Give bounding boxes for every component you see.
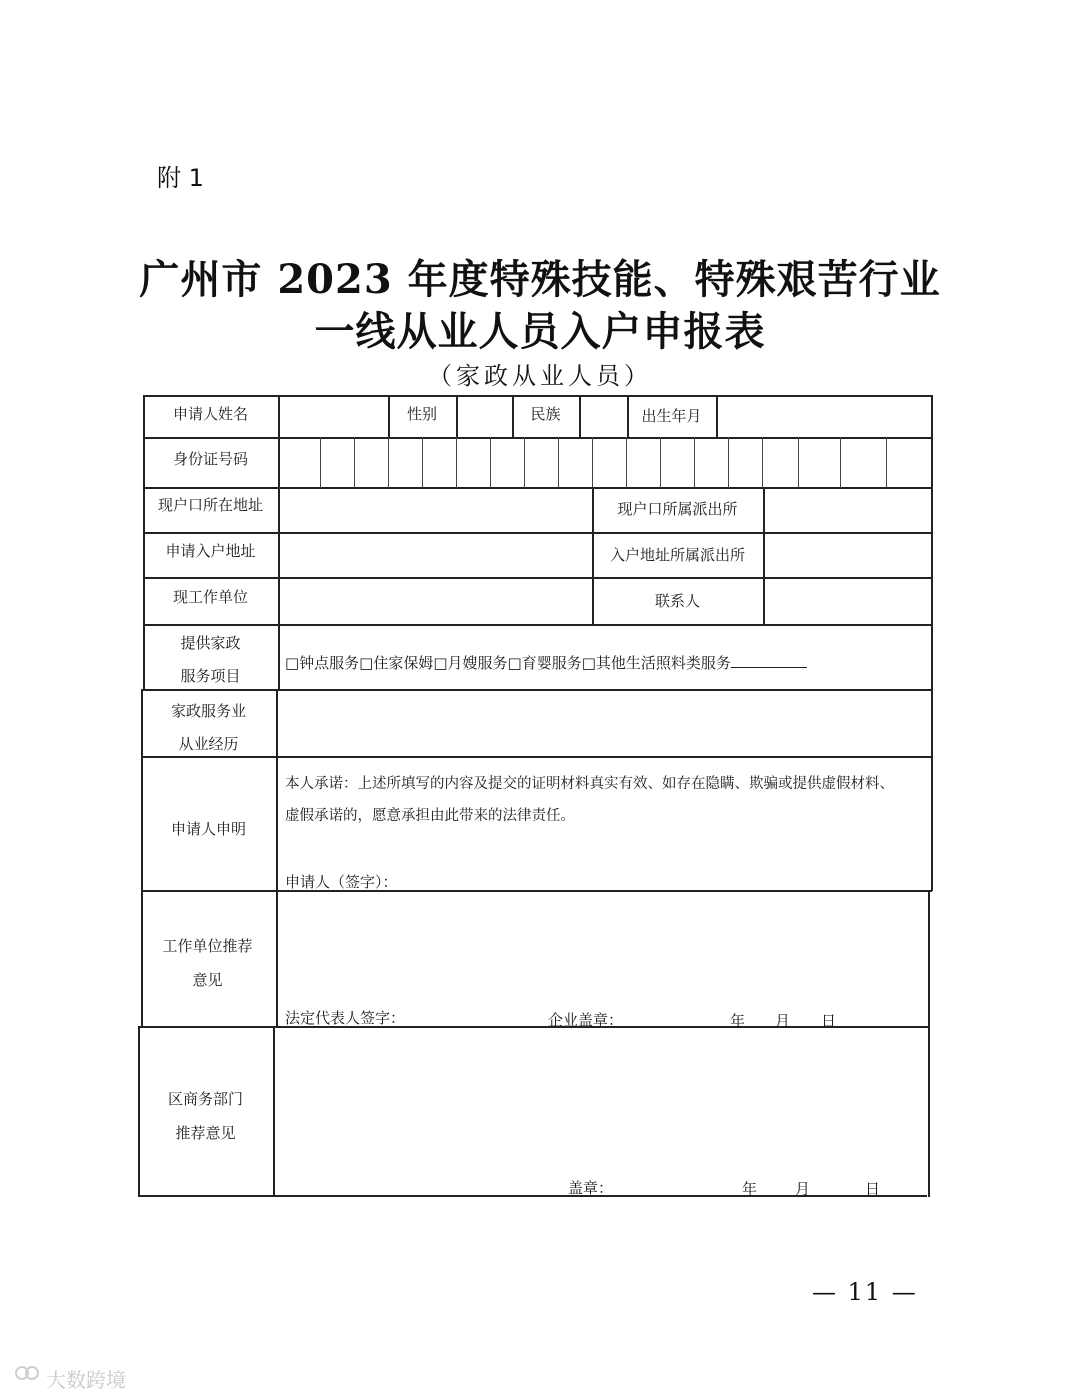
service-options-text: □钟点服务□住家保姆□月嫂服务□育婴服务□其他生活照料类服务 <box>285 654 731 672</box>
id-digit-divider <box>388 437 389 488</box>
birth-date-label: 出生年月 <box>641 407 702 425</box>
id-digit-divider <box>592 437 593 488</box>
district-year-label: 年 <box>742 1180 758 1198</box>
row-divider <box>141 890 932 892</box>
label-column-divider <box>273 1026 275 1197</box>
watermark-text: 大数跨境 <box>46 1368 126 1392</box>
document-title-line1: 广州市 2023 年度特殊技能、特殊艰苦行业 <box>139 256 941 303</box>
id-digit-divider <box>660 437 661 488</box>
employer-recommendation-label-line2: 意见 <box>192 971 223 989</box>
id-digit-divider <box>840 437 841 488</box>
employer-month-label: 月 <box>775 1012 791 1030</box>
cell-divider <box>763 487 765 625</box>
id-digit-divider <box>798 437 799 488</box>
id-digit-divider <box>728 437 729 488</box>
contact-person-label: 联系人 <box>654 592 700 610</box>
id-digit-divider <box>524 437 525 488</box>
label-column-divider <box>276 689 278 1027</box>
district-seal-label: 盖章： <box>568 1179 614 1197</box>
id-digit-divider <box>320 437 321 488</box>
applicant-declaration-label: 申请人申明 <box>170 820 246 838</box>
employer-recommendation-label-line1: 工作单位推荐 <box>162 937 253 955</box>
id-digit-divider <box>762 437 763 488</box>
id-digit-divider <box>354 437 355 488</box>
form-border-right <box>931 395 933 891</box>
experience-label-line1: 家政服务业 <box>170 702 246 720</box>
cell-divider <box>716 395 718 438</box>
id-digit-divider <box>626 437 627 488</box>
new-household-address-label: 申请入户地址 <box>165 542 256 560</box>
row-divider <box>143 437 932 439</box>
experience-label-line2: 从业经历 <box>178 735 239 753</box>
district-month-label: 月 <box>795 1180 811 1198</box>
page-number: — 11 — <box>812 1278 918 1306</box>
cell-divider <box>456 395 458 438</box>
row-divider <box>143 577 932 579</box>
form-border-right <box>928 890 930 1197</box>
applicant-signature-label: 申请人（签字）： <box>285 873 398 891</box>
district-commerce-label-line2: 推荐意见 <box>175 1124 236 1142</box>
id-digit-divider <box>490 437 491 488</box>
other-service-blank <box>731 653 807 668</box>
declaration-text-line1: 本人承诺：上述所填写的内容及提交的证明材料真实有效、如存在隐瞒、欺骗或提供虚假材料、 <box>285 776 894 792</box>
district-commerce-label-line1: 区商务部门 <box>167 1090 243 1108</box>
gender-label: 性别 <box>406 405 437 423</box>
id-digit-divider <box>886 437 887 488</box>
ethnicity-label: 民族 <box>530 405 561 423</box>
document-title-line2: 一线从业人员入户申报表 <box>314 308 766 355</box>
current-employer-label: 现工作单位 <box>172 588 248 606</box>
id-digit-divider <box>558 437 559 488</box>
new-police-station-label: 入户地址所属派出所 <box>609 546 745 564</box>
cell-divider <box>579 395 581 438</box>
employer-day-label: 日 <box>821 1012 837 1030</box>
service-items-label-line1: 提供家政 <box>180 634 241 652</box>
current-household-address-label: 现户口所在地址 <box>157 496 263 514</box>
legal-representative-signature-label: 法定代表人签字： <box>285 1009 406 1027</box>
applicant-name-label: 申请人姓名 <box>172 405 248 423</box>
document-subtitle: （家政从业人员） <box>428 362 652 390</box>
watermark-logo-icon <box>14 1362 40 1384</box>
id-digit-divider <box>694 437 695 488</box>
enterprise-seal-label: 企业盖章： <box>548 1011 624 1029</box>
employer-year-label: 年 <box>730 1012 746 1030</box>
id-number-label: 身份证号码 <box>172 450 248 468</box>
id-digit-divider <box>456 437 457 488</box>
id-digit-divider <box>422 437 423 488</box>
annex-label: 附 1 <box>157 164 204 192</box>
row-divider <box>140 1026 929 1028</box>
service-options <box>285 652 807 673</box>
declaration-text-line2: 虚假承诺的，愿意承担由此带来的法律责任。 <box>285 808 575 824</box>
district-day-label: 日 <box>865 1180 881 1198</box>
current-police-station-label: 现户口所属派出所 <box>617 500 738 518</box>
service-items-label-line2: 服务项目 <box>180 667 241 685</box>
label-column-divider <box>278 395 280 690</box>
